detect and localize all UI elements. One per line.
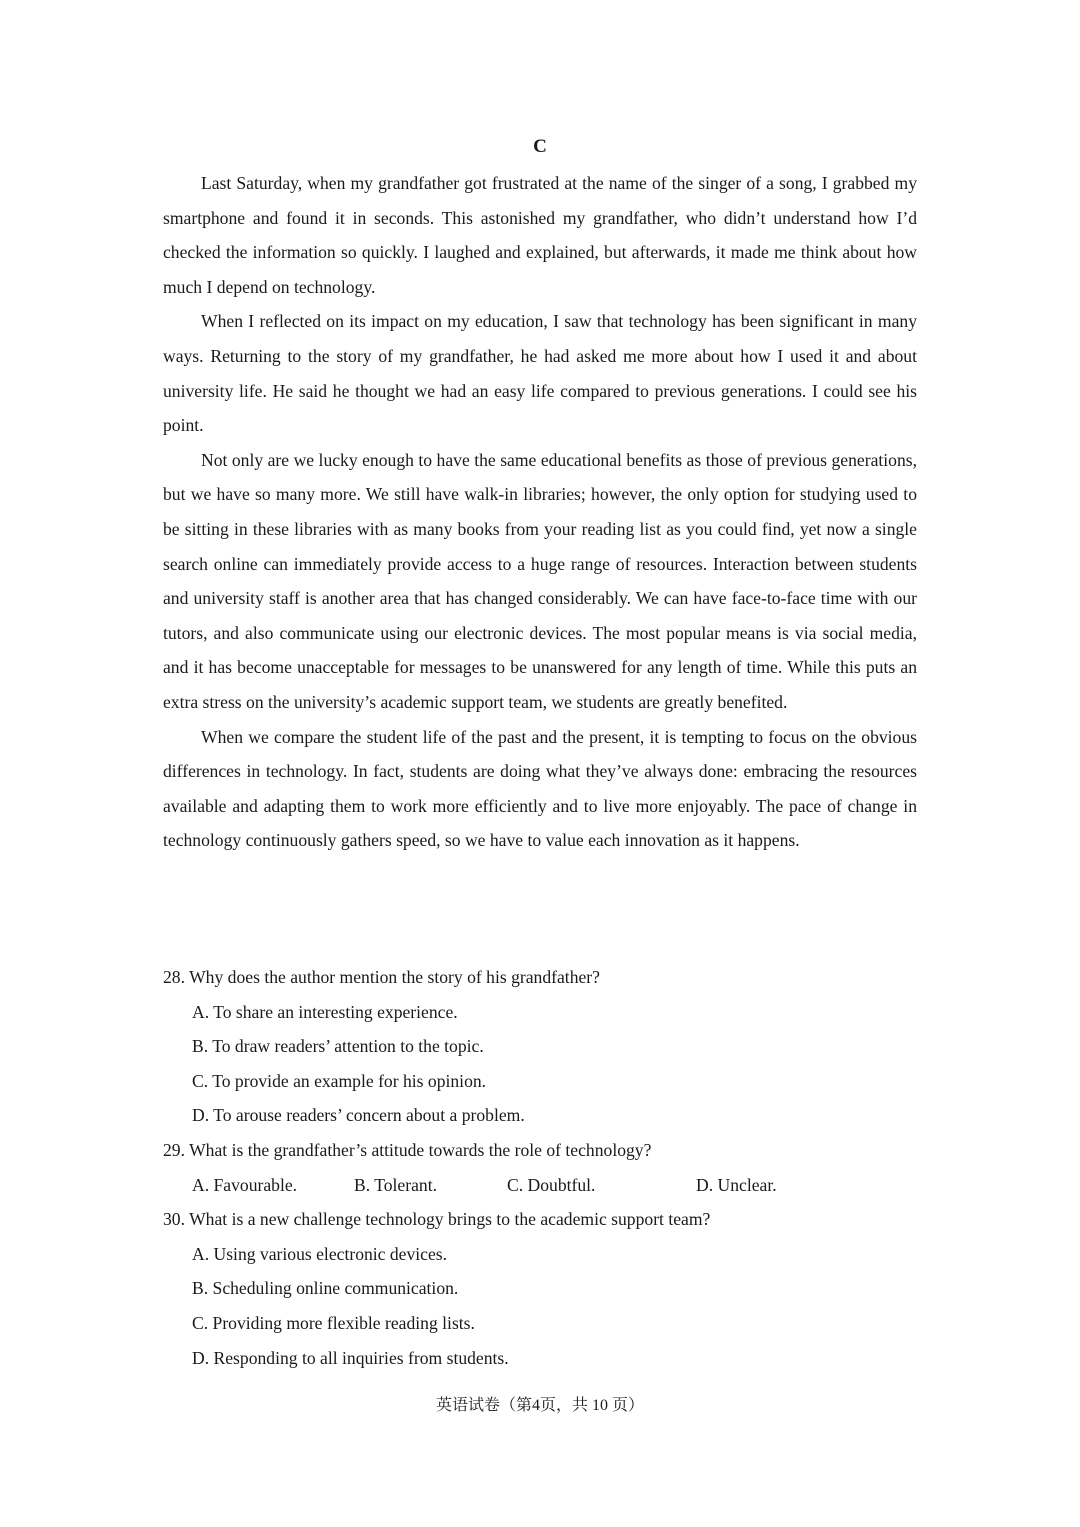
- passage-paragraph-2: When I reflected on its impact on my education, I saw that technology has been significant in many ways. Returning to the story of my grandfather, he had asked me more about how I used it and about university life. He said he thought we had an easy life compared to previous generations. I could see his point.: [163, 311, 917, 436]
- question-list: [163, 960, 923, 1375]
- option-c: C. Doubtful.: [507, 1174, 596, 1195]
- reading-passage: [163, 166, 917, 858]
- option-c: C. To provide an example for his opinion.: [192, 1070, 487, 1091]
- passage-paragraph-1: Last Saturday, when my grandfather got frustrated at the name of the singer of a song, I grabbed my smartphone and found it in seconds. This astonished my grandfather, who didn’t understand how I’d checked the information so quickly. I laughed and explained, but afterwards, it made me think about how much I depend on technology.: [163, 173, 917, 297]
- option-a: A. Using various electronic devices.: [192, 1243, 448, 1264]
- page-footer: 英语试卷（第4页，共 10 页）: [435, 1397, 644, 1414]
- option-d: D. Unclear.: [696, 1174, 777, 1195]
- question-29: [163, 1133, 923, 1202]
- option-d: D. Responding to all inquiries from students.: [192, 1347, 509, 1368]
- option-b: B. Tolerant.: [354, 1174, 437, 1195]
- passage-paragraph-4: When we compare the student life of the past and the present, it is tempting to focus on the obvious differences in technology. In fact, students are doing what they’ve always done: embracing the resources available and adapting them to work more efficiently and to live more enjoyably. The pace of change in technology continuously gathers speed, so we have to value each innovation as it happens.: [163, 726, 917, 851]
- question-stem: 29. What is the grandfather’s attitude towards the role of technology?: [163, 1139, 652, 1160]
- option-c: C. Providing more flexible reading lists.: [192, 1312, 475, 1333]
- passage-paragraph-3: Not only are we lucky enough to have the same educational benefits as those of previous generations, but we have so many more. We still have walk-in libraries; however, the only option for studying used to be sitting in these libraries with as many books from your reading list as you could find, yet now a single search online can immediately provide access to a huge range of resources. Interaction between students and university staff is another area that has changed considerably. We can have face-to-face time with our tutors, and also communicate using our electronic devices. The most popular means is via social media, and it has become unacceptable for messages to be unanswered for any length of time. While this puts an extra stress on the university’s academic support team, we students are greatly benefited.: [163, 449, 917, 712]
- option-a: A. To share an interesting experience.: [192, 1001, 458, 1022]
- section-heading: C: [533, 136, 547, 157]
- option-a: A. Favourable.: [192, 1174, 298, 1195]
- question-30: [163, 1202, 923, 1375]
- question-stem: 30. What is a new challenge technology brings to the academic support team?: [163, 1209, 711, 1230]
- option-d: D. To arouse readers’ concern about a problem.: [192, 1105, 525, 1126]
- option-row: [163, 1168, 923, 1203]
- option-b: B. Scheduling online communication.: [192, 1278, 459, 1299]
- question-28: [163, 960, 923, 1133]
- question-stem: 28. Why does the author mention the story of his grandfather?: [163, 967, 600, 987]
- option-b: B. To draw readers’ attention to the topic.: [192, 1036, 484, 1057]
